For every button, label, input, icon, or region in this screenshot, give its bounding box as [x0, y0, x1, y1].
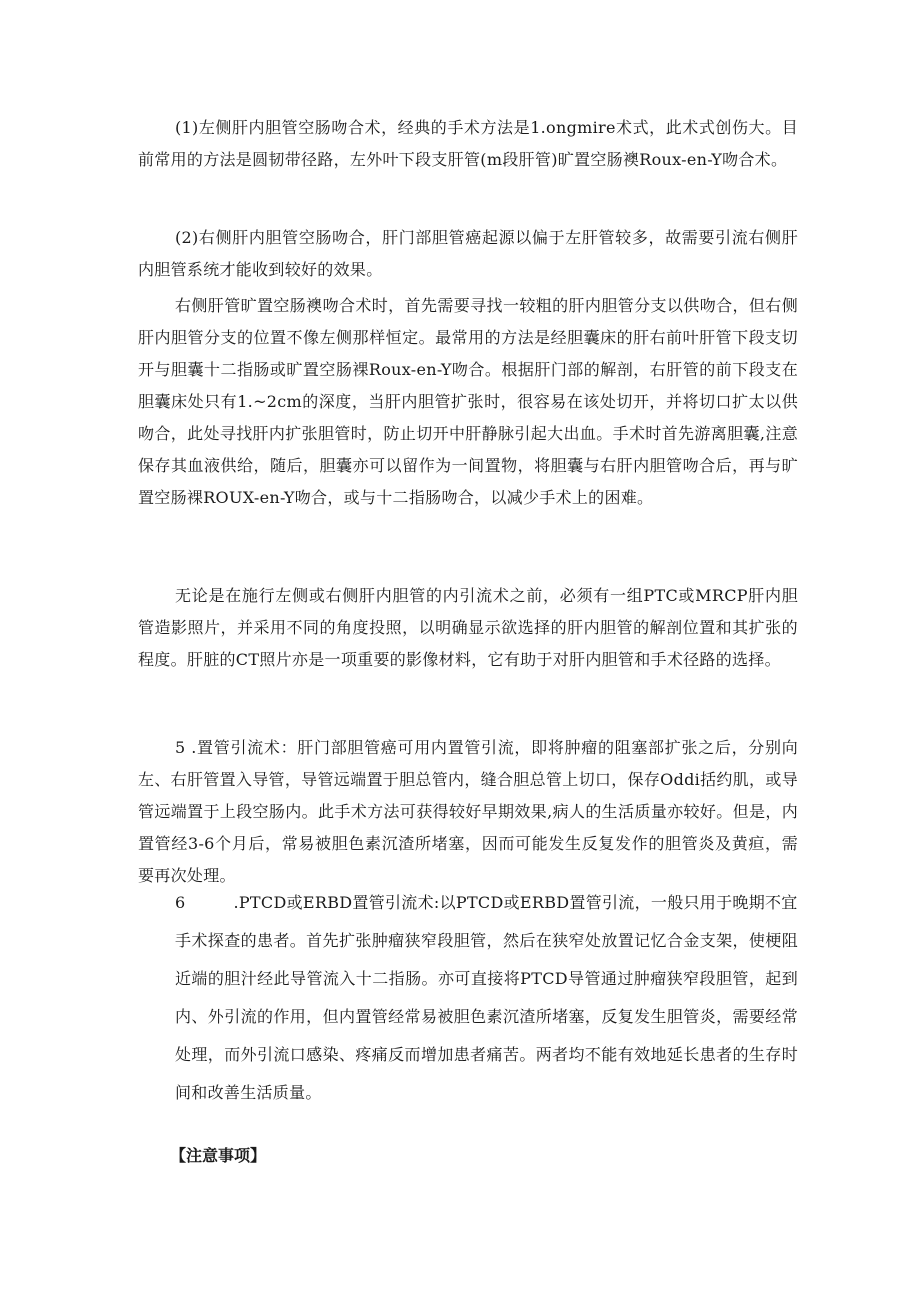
- paragraph-ptcd-number: 6: [175, 893, 186, 912]
- paragraph-ptcd-lead-text: .PTCD或ERBD置管引流术:以PTCD或ERBD置管引流，一般只用于晚期不宜: [233, 893, 798, 912]
- paragraph-ptcd-erbd-drainage: [138, 884, 798, 1112]
- paragraph-stent-drainage: 5 .置管引流术：肝门部胆管癌可用内置管引流，即将肿瘤的阻塞部扩张之后，分别向左、右肝管置入导管，导管远端置于胆总管内，缝合胆总管上切口，保存Oddi括约肌，或导管远端置于上段空肠内。此手术方法可获得较好早期效果,病人的生活质量亦较好。但是，内置管经3-6个月后，常易被胆色素沉渣所堵塞，因而可能发生反复发作的胆管炎及黄疸，需要再次处理。: [138, 738, 798, 885]
- paragraph-ptcd-lead-line: [175, 884, 798, 922]
- paragraph-imaging-requirements: 无论是在施行左侧或右侧肝内胆管的内引流术之前，必须有一组PTC或MRCP肝内胆管造影照片，并采用不同的角度投照，以明确显示欲选择的肝内胆管的解剖位置和其扩张的程度。肝脏的CT照片亦是一项重要的影像材料，它有助于对肝内胆管和手术径路的选择。: [138, 586, 798, 669]
- paragraph-left-hepatic-anastomosis: (1)左侧肝内胆管空肠吻合术，经典的手术方法是1.ongmire术式，此术式创伤大。目前常用的方法是圆韧带径路，左外叶下段支肝管(m段肝管)旷置空肠襖Roux-en-Y吻合术。: [138, 118, 798, 169]
- paragraph-right-hepatic-anastomosis: (2)右侧肝内胆管空肠吻合，肝门部胆管癌起源以偏于左肝管较多，故需要引流右侧肝内胆管系统才能收到较好的效果。: [138, 228, 798, 279]
- section-heading-precautions: 【注意事项】: [170, 1146, 267, 1165]
- paragraph-ptcd-body: 手术探查的患者。首先扩张肿瘤狭窄段胆管，然后在狭窄处放置记忆合金支架，使梗阻近端的胆汁经此导管流入十二指肠。亦可直接将PTCD导管通过肿瘤狭窄段胆管，起到内、外引流的作用，但内置管经常易被胆色素沉渣所堵塞，反复发生胆管炎，需要经常处理，而外引流口感染、疼痛反而增加患者痛苦。两者均不能有效地延长患者的生存时间和改善生活质量。: [175, 931, 798, 1102]
- paragraph-right-hepatic-technique: 右侧肝管旷置空肠襖吻合术时，首先需要寻找一较粗的肝内胆管分支以供吻合，但右侧肝内胆管分支的位置不像左侧那样恒定。最常用的方法是经胆囊床的肝右前叶肝管下段支切开与胆囊十二指肠或旷置空肠裸Roux-en-Y吻合。根据肝门部的解剖，右肝管的前下段支在胆囊床处只有1.~2cm的深度，当肝内胆管扩张时，很容易在该处切开，并将切口扩太以供吻合，此处寻找肝内扩张胆管时，防止切开中肝静脉引起大出血。手术时首先游离胆囊,注意保存其血液供给，随后，胆囊亦可以留作为一间置物，将胆囊与右肝内胆管吻合后，再与旷置空肠裸ROUX-en-Y吻合，或与十二指肠吻合，以减少手术上的困难。: [138, 296, 798, 507]
